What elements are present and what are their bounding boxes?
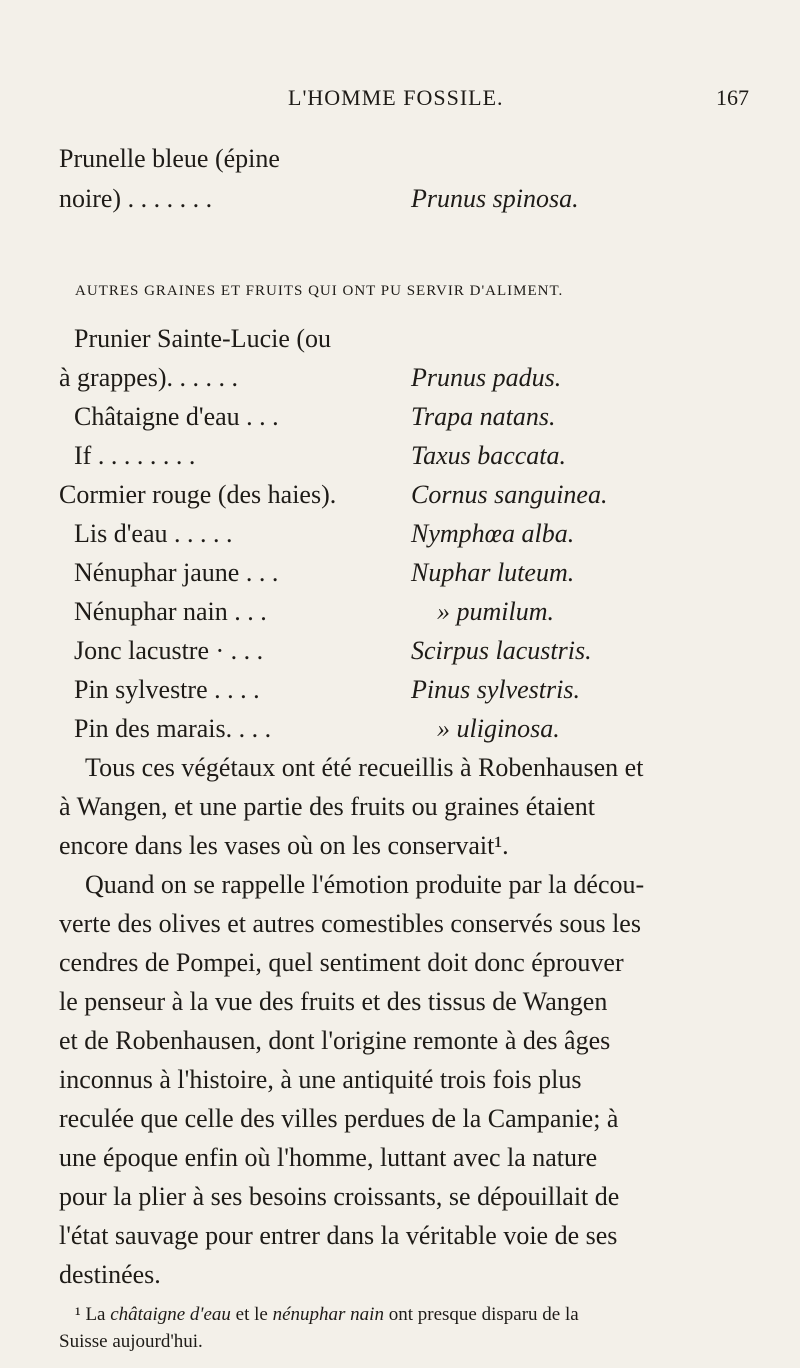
plant-latin-name: Nuphar luteum.	[411, 558, 575, 587]
plant-common-name: If . . . . . . . .	[74, 441, 196, 470]
intro-entry-common: noire) . . . . . . .	[59, 184, 213, 213]
body-line: à Wangen, et une partie des fruits ou graines étaient	[59, 792, 596, 821]
plant-common-name: Pin des marais. . . .	[74, 714, 272, 743]
body-line: destinées.	[59, 1260, 161, 1289]
body-line: verte des olives et autres comestibles conservés sous les	[59, 909, 641, 938]
intro-entry-latin: Prunus spinosa.	[411, 184, 579, 213]
plant-latin-name: » pumilum.	[437, 597, 554, 626]
plant-row-0	[59, 363, 739, 395]
plant-latin-name: » uliginosa.	[437, 714, 560, 743]
plant-latin-name: Pinus sylvestris.	[411, 675, 580, 704]
footnote-marker: ¹	[75, 1304, 81, 1325]
footnote-term: nénuphar nain	[272, 1304, 384, 1325]
footnote-line2: Suisse aujourd'hui.	[59, 1331, 203, 1352]
plant-row-4	[59, 519, 739, 551]
body-line: et de Robenhausen, dont l'origine remonte à des âges	[59, 1026, 611, 1055]
section-heading: AUTRES GRAINES ET FRUITS QUI ONT PU SERVIR D'ALIMENT.	[75, 283, 564, 299]
plant-latin-name: Scirpus lacustris.	[411, 636, 592, 665]
plant-common-name: Lis d'eau . . . . .	[74, 519, 233, 548]
body-line: l'état sauvage pour entrer dans la véritable voie de ses	[59, 1221, 618, 1250]
intro-entry-line2	[59, 184, 739, 216]
plant-row-8	[59, 675, 739, 707]
running-title: L'HOMME FOSSILE.	[288, 85, 504, 110]
body-line: Tous ces végétaux ont été recueillis à Robenhausen et	[85, 753, 644, 782]
plant-common-name: Nénuphar jaune . . .	[74, 558, 279, 587]
footnote-line1	[75, 1303, 579, 1327]
plant-row-9	[59, 714, 739, 746]
plant-common-name: Pin sylvestre . . . .	[74, 675, 260, 704]
plant-latin-name: Nymphœa alba.	[411, 519, 575, 548]
body-line: inconnus à l'histoire, à une antiquité trois fois plus	[59, 1065, 582, 1094]
plant-row-1	[59, 402, 739, 434]
plant-latin-name: Taxus baccata.	[411, 441, 567, 470]
plant-latin-name: Cornus sanguinea.	[411, 480, 608, 509]
body-line: une époque enfin où l'homme, luttant avec la nature	[59, 1143, 598, 1172]
page-number: 167	[716, 85, 749, 110]
plant-common-name: Châtaigne d'eau . . .	[74, 402, 279, 431]
plant-row-7	[59, 636, 739, 668]
plant-row-3	[59, 480, 739, 512]
footnote-text: ont presque disparu de la	[388, 1304, 579, 1325]
plant-row-0-line1	[59, 324, 739, 356]
plant-latin-name: Prunus padus.	[411, 363, 562, 392]
body-line: Quand on se rappelle l'émotion produite par la décou-	[85, 870, 645, 899]
plant-row-6	[59, 597, 739, 629]
page-header	[0, 85, 800, 115]
plant-common-name: Nénuphar nain . . .	[74, 597, 267, 626]
footnote-term: châtaigne d'eau	[110, 1304, 231, 1325]
plant-common-name: Prunier Sainte-Lucie (ou	[74, 324, 332, 353]
footnote-text: et le	[235, 1304, 268, 1325]
body-line: pour la plier à ses besoins croissants, se dépouillait de	[59, 1182, 620, 1211]
body-line: reculée que celle des villes perdues de la Campanie; à	[59, 1104, 619, 1133]
plant-common-name: à grappes). . . . . .	[59, 363, 239, 392]
plant-latin-name: Trapa natans.	[411, 402, 556, 431]
plant-row-5	[59, 558, 739, 590]
plant-common-name: Cormier rouge (des haies).	[59, 480, 337, 509]
plant-row-2	[59, 441, 739, 473]
body-line: cendres de Pompei, quel sentiment doit donc éprouver	[59, 948, 624, 977]
body-line: le penseur à la vue des fruits et des tissus de Wangen	[59, 987, 608, 1016]
footnote-text: La	[85, 1304, 106, 1325]
intro-entry-line1: Prunelle bleue (épine	[59, 144, 280, 173]
plant-common-name: Jonc lacustre · . . .	[74, 636, 264, 665]
body-line: encore dans les vases où on les conservait¹.	[59, 831, 509, 860]
